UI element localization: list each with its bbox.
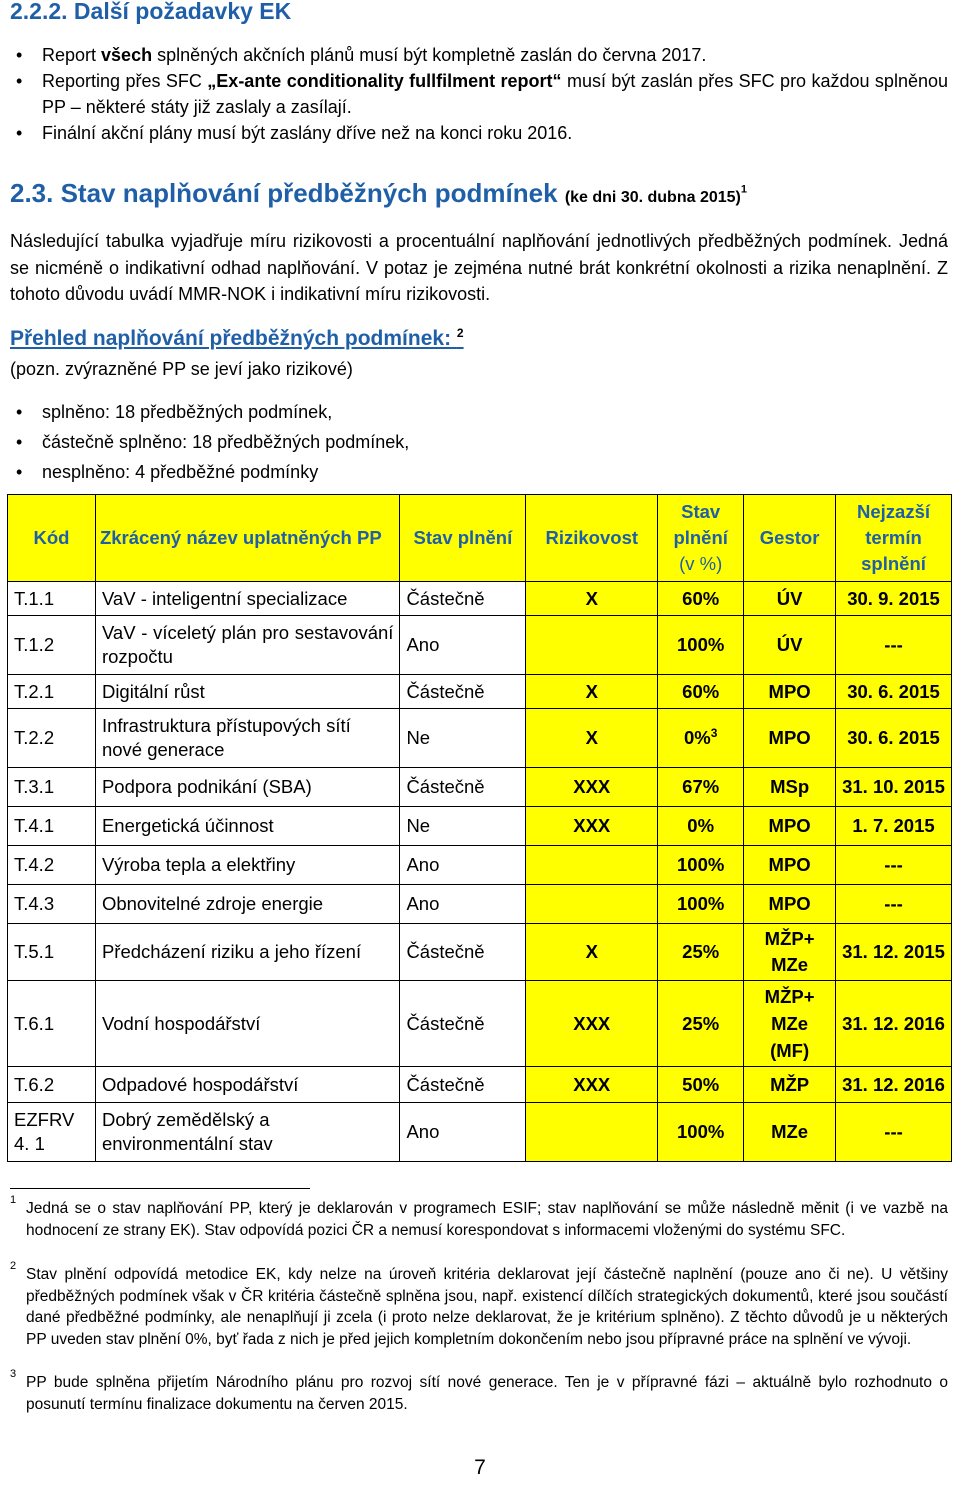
cell-status: Částečně (400, 981, 526, 1067)
page-number: 7 (474, 1456, 486, 1479)
cell-risk (526, 1103, 658, 1162)
cell-percent: 100% (658, 1103, 744, 1162)
footnote-number: 2 (10, 1260, 17, 1272)
footnote-separator (10, 1188, 310, 1189)
cell-gestor: ÚV (744, 616, 836, 675)
cell-name: Výroba tepla a elektřiny (95, 846, 399, 885)
cell-name: Vodní hospodářství (95, 981, 399, 1067)
footnote-ref-2: 2 (456, 326, 464, 340)
footnote-number: 1 (10, 1194, 17, 1206)
cell-code: T.4.1 (8, 807, 96, 846)
cell-gestor: MPO (744, 846, 836, 885)
list-item: • částečně splněno: 18 předběžných podmínek, (0, 427, 948, 457)
cell-status: Částečně (400, 1067, 526, 1103)
cell-name: Odpadové hospodářství (95, 1067, 399, 1103)
cell-code: T.6.2 (8, 1067, 96, 1103)
cell-status: Ano (400, 1103, 526, 1162)
cell-gestor: MPO (744, 807, 836, 846)
cell-risk: X (526, 582, 658, 616)
cell-percent: 100% (658, 616, 744, 675)
table-row (8, 1103, 952, 1162)
cell-status: Ano (400, 846, 526, 885)
cell-deadline: 31. 12. 2016 (836, 1067, 952, 1103)
footnote-3: 3 PP bude splněna přijetím Národního plánu pro rozvoj sítí nové generace. Ten je v přípravné fázi – aktuálně bylo rozhodnuto o posunutí termínu finalizace dokumentu na červen 2015. (26, 1372, 948, 1415)
cell-status: Ano (400, 616, 526, 675)
requirements-list (0, 42, 948, 146)
cell-percent: 67% (658, 768, 744, 807)
cell-name: Předcházení riziku a jeho řízení (95, 924, 399, 981)
cell-code: T.2.2 (8, 709, 96, 768)
cell-code: T.5.1 (8, 924, 96, 981)
cell-code: T.6.1 (8, 981, 96, 1067)
header-name: Zkrácený název uplatněných PP (95, 495, 399, 582)
cell-risk: X (526, 675, 658, 709)
table-row (8, 582, 952, 616)
footnote-number: 3 (10, 1368, 17, 1380)
cell-status: Ano (400, 885, 526, 924)
cell-risk: XXX (526, 981, 658, 1067)
table-row (8, 1067, 952, 1103)
list-item: • Finální akční plány musí být zaslány dříve než na konci roku 2016. (0, 120, 948, 146)
overview-heading: Přehled naplňování předběžných podmínek: $^2$ (10, 326, 464, 350)
cell-code: T.1.2 (8, 616, 96, 675)
overview-note: (pozn. zvýrazněné PP se jeví jako rizikové) (10, 359, 353, 379)
cell-percent: 0%$^3$ (658, 709, 744, 768)
cell-name: Digitální růst (95, 675, 399, 709)
table-row (8, 981, 952, 1067)
header-deadline: Nejzazší termín splnění (836, 495, 952, 582)
list-item: • nesplněno: 4 předběžné podmínky (0, 457, 948, 487)
table-row (8, 924, 952, 981)
cell-gestor: MPO (744, 885, 836, 924)
cell-name: VaV - inteligentní specializace (95, 582, 399, 616)
header-gestor: Gestor (744, 495, 836, 582)
header-status: Stav plnění (400, 495, 526, 582)
table-row (8, 616, 952, 675)
footnote-ref-1: 1 (740, 183, 747, 196)
footnote-2: 2 Stav plnění odpovídá metodice EK, kdy nelze na úroveň kritéria deklarovat její částečně naplnění (pouze ano či ne). U většiny předběžných podmínek však v ČR kritéria částečně splněna jsou, např. existencí dílčích strategických dokumentů, které jsou součástí dané předběžné podmínky, ale nenaplňují ji zcela (i proto nelze deklarovat, že je kritérium splněno). Z těchto důvodů je u některých PP uveden stav plnění 0%, byť řada z nich je před jejich kompletním dokončením nebo jsou přípravné práce na splnění ve vývoji. (26, 1264, 948, 1350)
cell-status: Částečně (400, 924, 526, 981)
intro-paragraph: Následující tabulka vyjadřuje míru rizikovosti a procentuální naplňování jednotlivých předběžných podmínek. Jedná se nicméně o indikativní odhad naplňování. V potaz je zejména nutné brát konkrétní okolnosti a rizika nenaplnění. Z tohoto důvodu uvádí MMR-NOK i indikativní míru rizikovosti. (10, 231, 948, 304)
cell-gestor: MPO (744, 675, 836, 709)
table-row (8, 709, 952, 768)
cell-name: VaV - víceletý plán pro sestavování rozpočtu (95, 616, 399, 675)
cell-gestor: MSp (744, 768, 836, 807)
table-row (8, 768, 952, 807)
cell-deadline: 31. 12. 2016 (836, 981, 952, 1067)
cell-risk (526, 846, 658, 885)
overview-list (0, 397, 948, 487)
table-row (8, 885, 952, 924)
cell-gestor: MŽP+ MZe (MF) (744, 981, 836, 1067)
cell-gestor: ÚV (744, 582, 836, 616)
cell-gestor: MZe (744, 1103, 836, 1162)
cell-deadline: 30. 6. 2015 (836, 709, 952, 768)
cell-risk: XXX (526, 768, 658, 807)
cell-deadline: 31. 12. 2015 (836, 924, 952, 981)
cell-status: Ne (400, 709, 526, 768)
cell-risk: X (526, 924, 658, 981)
cell-deadline: --- (836, 846, 952, 885)
cell-percent: 60% (658, 675, 744, 709)
section-heading-2-3: 2.3. Stav naplňování předběžných podmínek (ke dni 30. dubna 2015)$^1$ (10, 178, 747, 208)
table-row (8, 675, 952, 709)
cell-code: T.3.1 (8, 768, 96, 807)
header-code: Kód (8, 495, 96, 582)
cell-risk: XXX (526, 1067, 658, 1103)
cell-name: Podpora podnikání (SBA) (95, 768, 399, 807)
cell-percent: 50% (658, 1067, 744, 1103)
cell-risk: X (526, 709, 658, 768)
table-row (8, 807, 952, 846)
cell-percent: 25% (658, 924, 744, 981)
cell-name: Energetická účinnost (95, 807, 399, 846)
cell-deadline: 30. 6. 2015 (836, 675, 952, 709)
cell-status: Částečně (400, 768, 526, 807)
cell-deadline: 31. 10. 2015 (836, 768, 952, 807)
cell-deadline: 30. 9. 2015 (836, 582, 952, 616)
footnote-1: 1 Jedná se o stav naplňování PP, který je deklarován v programech ESIF; stav naplňování se může následně měnit (i ve vazbě na hodnocení ze strany EK). Stav odpovídá pozici ČR a nemusí korespondovat s informacemi vloženými do systému SFC. (26, 1198, 948, 1241)
cell-deadline: 1. 7. 2015 (836, 807, 952, 846)
table-header-row (8, 495, 952, 582)
cell-name: Obnovitelné zdroje energie (95, 885, 399, 924)
cell-deadline: --- (836, 885, 952, 924)
cell-gestor: MPO (744, 709, 836, 768)
cell-gestor: MŽP+ MZe (744, 924, 836, 981)
cell-percent: 100% (658, 885, 744, 924)
footnote-ref-3: 3 (710, 726, 718, 741)
cell-name: Infrastruktura přístupových sítí nové generace (95, 709, 399, 768)
cell-code: EZFRV 4. 1 (8, 1103, 96, 1162)
list-item: • splněno: 18 předběžných podmínek, (0, 397, 948, 427)
cell-status: Částečně (400, 582, 526, 616)
cell-status: Ne (400, 807, 526, 846)
heading-date-note: (ke dni 30. dubna 2015) (564, 189, 741, 206)
cell-risk (526, 616, 658, 675)
list-item: • Reporting přes SFC „Ex-ante conditionality fullfilment report“ musí být zaslán přes SFC pro každou splněnou PP – některé státy již zaslaly a zasílají. (0, 68, 948, 120)
preconditions-table (7, 494, 952, 1162)
section-heading-2-2-2: 2.2.2. Další požadavky EK (10, 0, 292, 24)
cell-risk: XXX (526, 807, 658, 846)
cell-code: T.2.1 (8, 675, 96, 709)
cell-gestor: MŽP (744, 1067, 836, 1103)
cell-percent: 25% (658, 981, 744, 1067)
header-risk: Rizikovost (526, 495, 658, 582)
cell-name: Dobrý zemědělský a environmentální stav (95, 1103, 399, 1162)
list-item: • Report všech splněných akčních plánů musí být kompletně zaslán do června 2017. (0, 42, 948, 68)
cell-percent: 0% (658, 807, 744, 846)
cell-status: Částečně (400, 675, 526, 709)
table-row (8, 846, 952, 885)
cell-deadline: --- (836, 1103, 952, 1162)
cell-deadline: --- (836, 616, 952, 675)
cell-code: T.1.1 (8, 582, 96, 616)
cell-code: T.4.3 (8, 885, 96, 924)
cell-risk (526, 885, 658, 924)
cell-percent: 60% (658, 582, 744, 616)
cell-code: T.4.2 (8, 846, 96, 885)
header-percent: Stav plnění (v %) (658, 495, 744, 582)
cell-percent: 100% (658, 846, 744, 885)
